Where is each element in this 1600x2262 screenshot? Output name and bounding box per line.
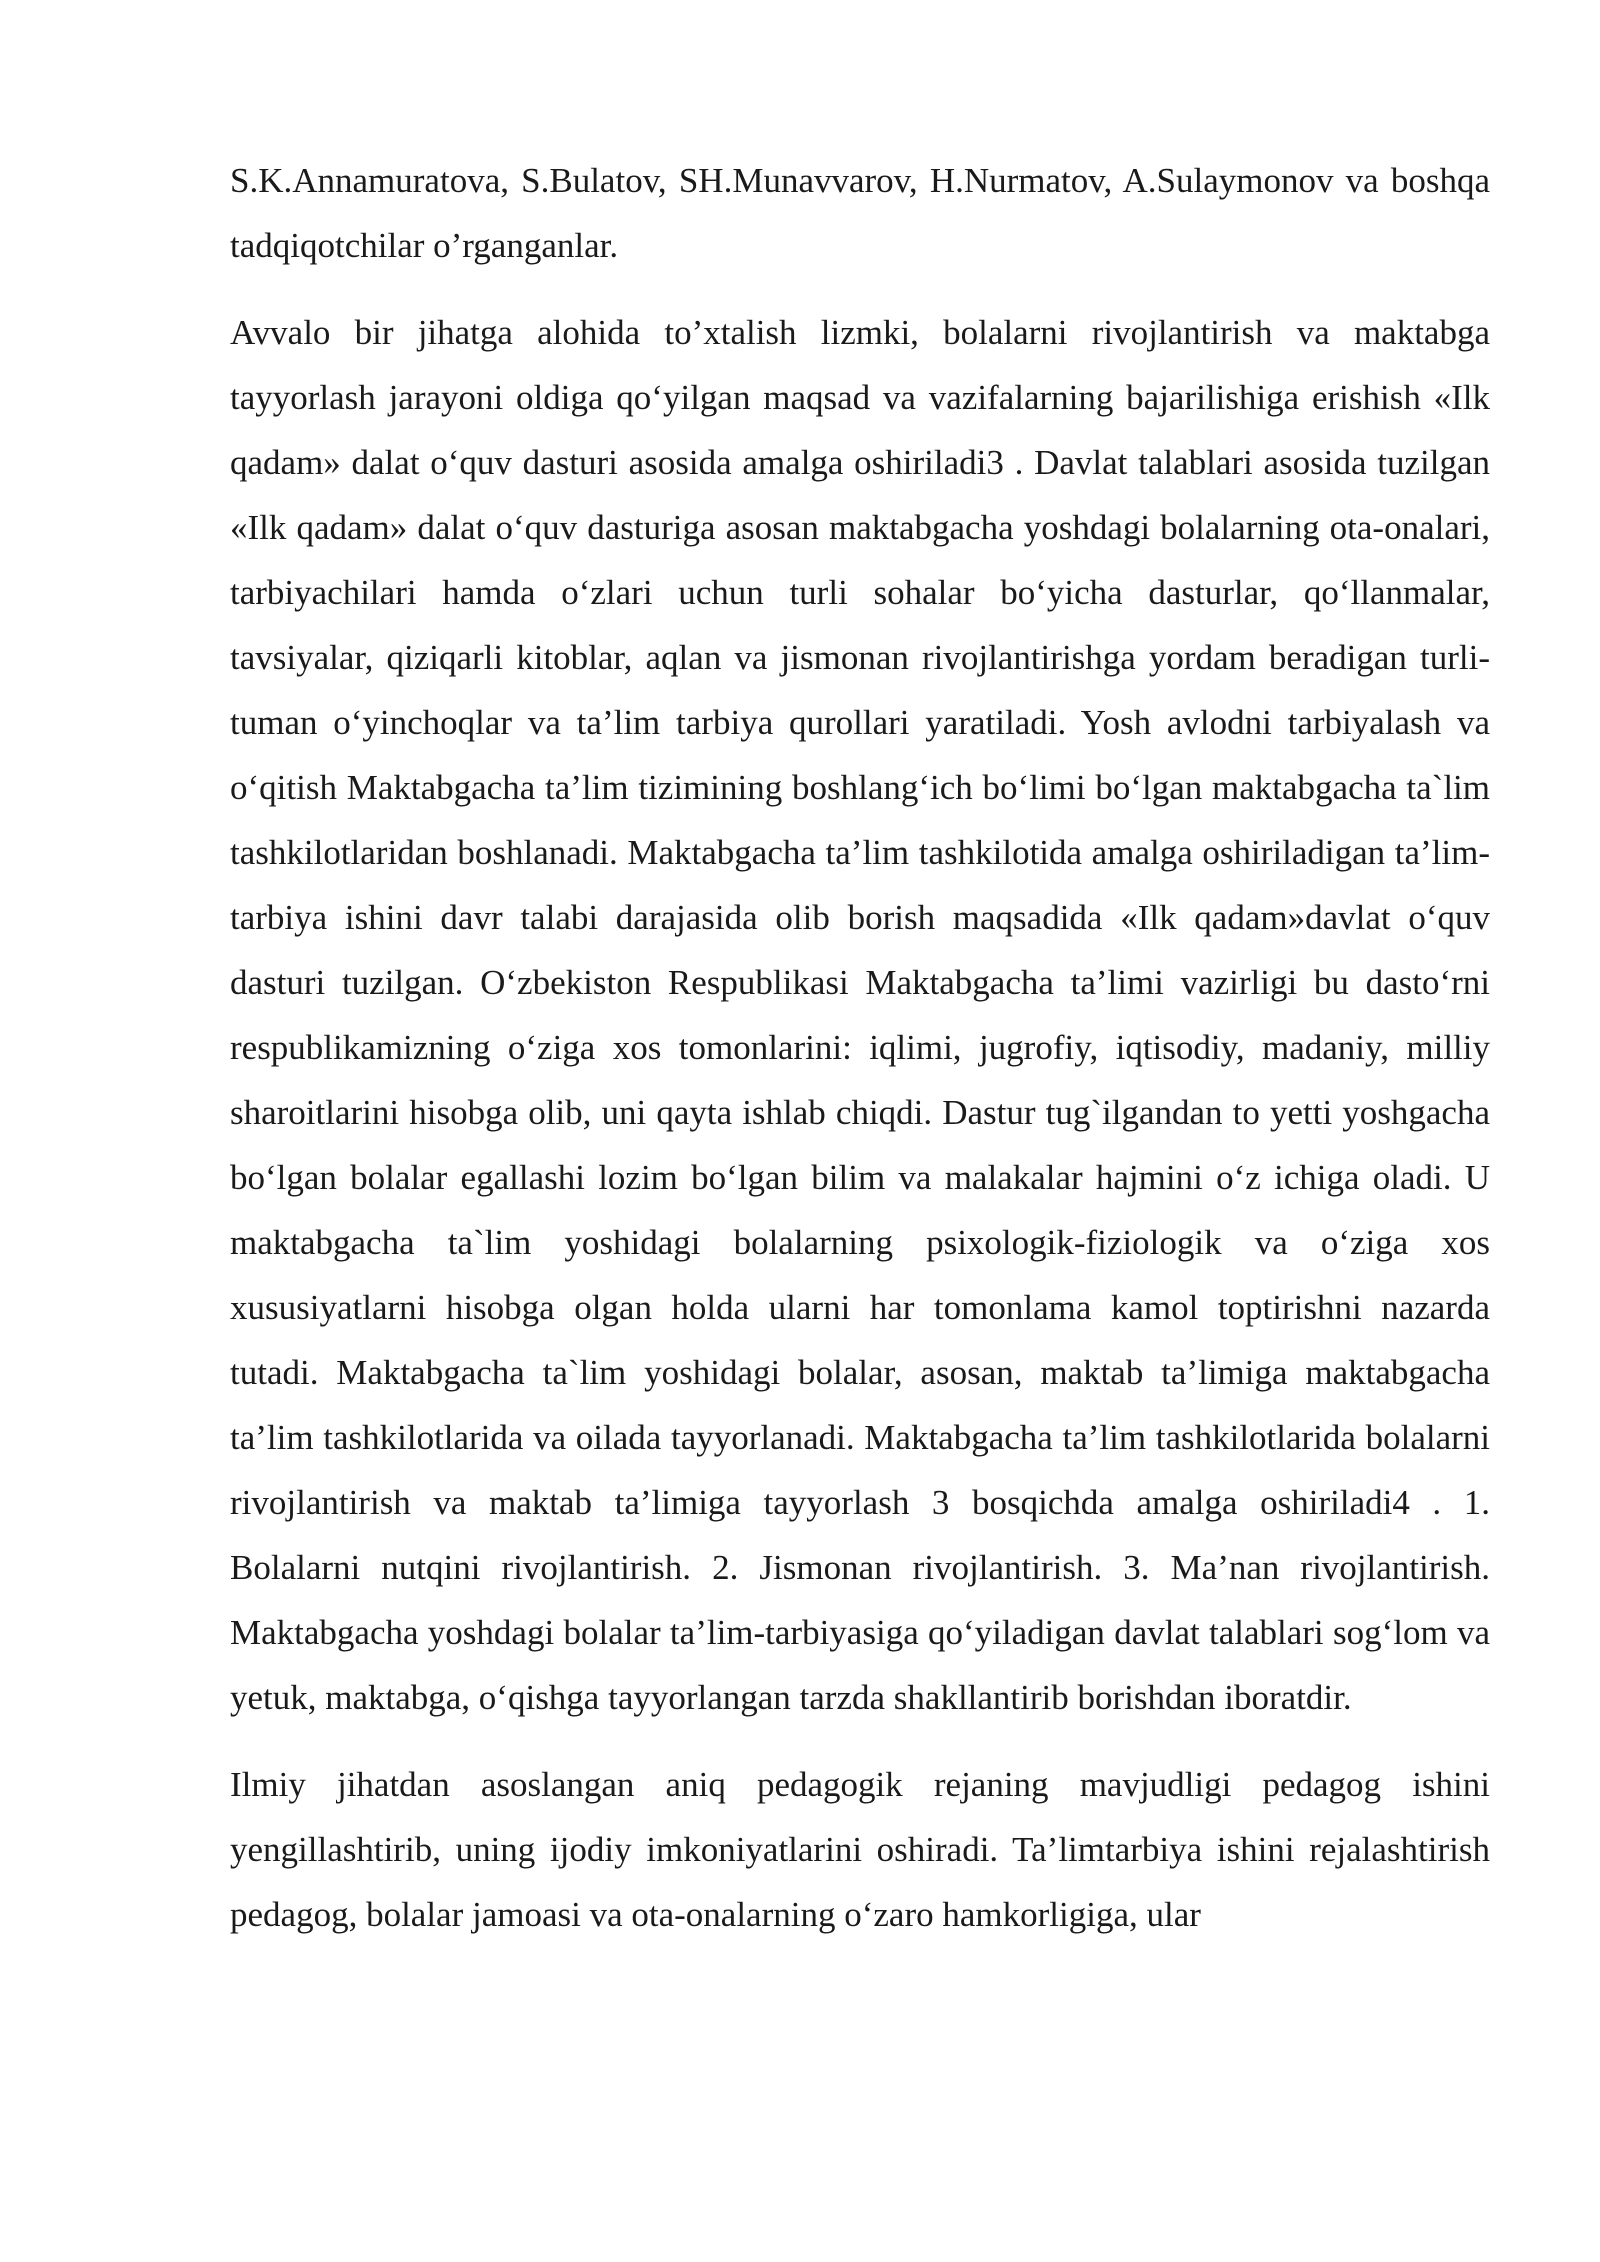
paragraph-curriculum: Avvalo bir jihatga alohida to’xtalish lizmki, bolalarni rivojlantirish va maktabga tayyorlash jarayoni oldiga qo‘yilgan maqsad va vazifalarning bajarilishiga erishish «Ilk qadam» dalat o‘quv dasturi asosida amalga oshiriladi3 . Davlat talablari asosida tuzilgan «Ilk qadam» dalat o‘quv dasturiga asosan maktabgacha yoshdagi bolalarning ota-onalari, tarbiyachilari hamda o‘zlari uchun turli sohalar bo‘yicha dasturlar, qo‘llanmalar, tavsiyalar, qiziqarli kitoblar, aqlan va jismonan rivojlantirishga yordam beradigan turli-tuman o‘yinchoqlar va ta’lim tarbiya qurollari yaratiladi. Yosh avlodni tarbiyalash va o‘qitish Maktabgacha ta’lim tizimining boshlang‘ich bo‘limi bo‘lgan maktabgacha ta`lim tashkilotlaridan boshlanadi. Maktabgacha ta’lim tashkilotida amalga oshiriladigan ta’lim-tarbiya ishini davr talabi darajasida olib borish maqsadida «Ilk qadam»davlat o‘quv dasturi tuzilgan. O‘zbekiston Respublikasi Maktabgacha ta’limi vazirligi bu dasto‘rni respublikamizning o‘ziga xos tomonlarini: iqlimi, jugrofiy, iqtisodiy, madaniy, milliy sharoitlarini hisobga olib, uni qayta ishlab chiqdi. Dastur tug`ilgandan to yetti yoshgacha bo‘lgan bolalar egallashi lozim bo‘lgan bilim va malakalar hajmini o‘z ichiga oladi. U maktabgacha ta`lim yoshidagi bolalarning psixologik-fiziologik va o‘ziga xos xususiyatlarni hisobga olgan holda ularni har tomonlama kamol toptirishni nazarda tutadi. Maktabgacha ta`lim yoshidagi bolalar, asosan, maktab ta’limiga maktabgacha ta’lim tashkilotlarida va oilada tayyorlanadi. Maktabgacha ta’lim tashkilotlarida bolalarni rivojlantirish va maktab ta’limiga tayyorlash 3 bosqichda amalga oshiriladi4 . 1. Bolalarni nutqini rivojlantirish. 2. Jismonan rivojlantirish. 3. Ma’nan rivojlantirish. Maktabgacha yoshdagi bolalar ta’lim-tarbiyasiga qo‘yiladigan davlat talablari sog‘lom va yetuk, maktabga, o‘qishga tayyorlangan tarzda shakllantirib borishdan iboratdir.: [230, 313, 1490, 1717]
document-page: [230, 148, 1490, 1969]
paragraph-planning: Ilmiy jihatdan asoslangan aniq pedagogik rejaning mavjudligi pedagog ishini yengillashtirib, uning ijodiy imkoniyatlarini oshiradi. Ta’limtarbiya ishini rejalashtirish pedagog, bolalar jamoasi va ota-onalarning o‘zaro hamkorligiga, ular: [230, 1765, 1490, 1934]
paragraph-authors: S.K.Annamuratova, S.Bulatov, SH.Munavvarov, H.Nurmatov, A.Sulaymonov va boshqa tadqiqotchilar o’rganganlar.: [230, 161, 1490, 265]
